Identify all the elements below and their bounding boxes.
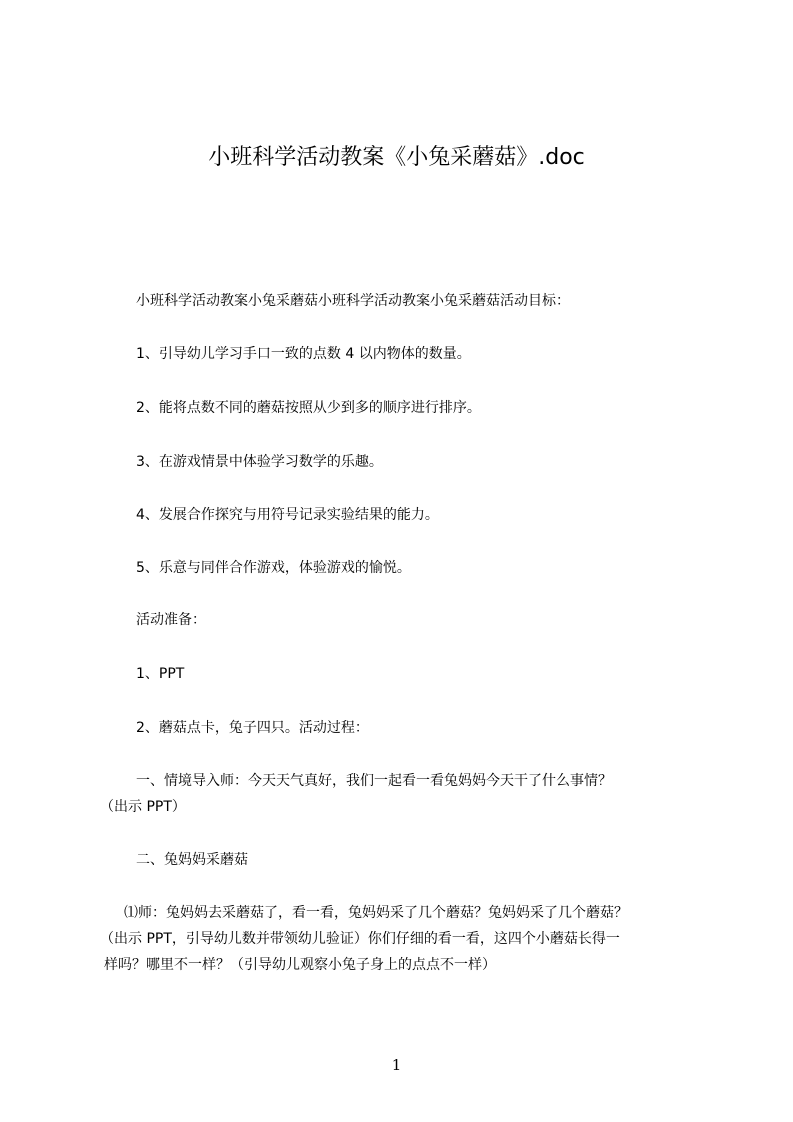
paragraph-intro: 小班科学活动教案小兔采蘑菇小班科学活动教案小兔采蘑菇活动目标： [136,293,570,309]
paragraph-goal-3: 3、在游戏情景中体验学习数学的乐趣。 [136,454,383,470]
paragraph-preparation-heading: 活动准备： [136,612,206,628]
paragraph-goal-2: 2、能将点数不同的蘑菇按照从少到多的顺序进行排序。 [136,400,481,416]
paragraph-goal-4: 4、发展合作探究与用符号记录实验结果的能力。 [136,507,439,523]
paragraph-goal-1: 1、引导幼儿学习手口一致的点数 4 以内物体的数量。 [136,346,471,362]
paragraph-prep-1: 1、PPT [136,666,185,682]
document-title: 小班科学活动教案《小兔采蘑菇》.doc [208,145,585,170]
page-number: 1 [391,1056,402,1074]
paragraph-intro-situation-line-2: （出示 PPT） [100,799,186,815]
paragraph-step-1-line-3: 样吗？哪里不一样？（引导幼儿观察小兔子身上的点点不一样） [104,957,496,973]
paragraph-intro-situation-line-1: 一、情境导入师：今天天气真好，我们一起看一看兔妈妈今天干了什么事情？ [136,773,612,789]
paragraph-goal-5: 5、乐意与同伴合作游戏，体验游戏的愉悦。 [136,560,411,576]
paragraph-section-2-heading: 二、兔妈妈采蘑菇 [136,852,248,868]
paragraph-step-1-line-2: （出示 PPT，引导幼儿数并带领幼儿验证）你们仔细的看一看，这四个小蘑菇长得一 [100,931,620,947]
paragraph-step-1-line-1: ⑴师：兔妈妈去采蘑菇了，看一看，兔妈妈采了几个蘑菇？兔妈妈采了几个蘑菇？ [124,905,628,921]
paragraph-prep-2: 2、蘑菇点卡，兔子四只。活动过程： [136,720,369,736]
